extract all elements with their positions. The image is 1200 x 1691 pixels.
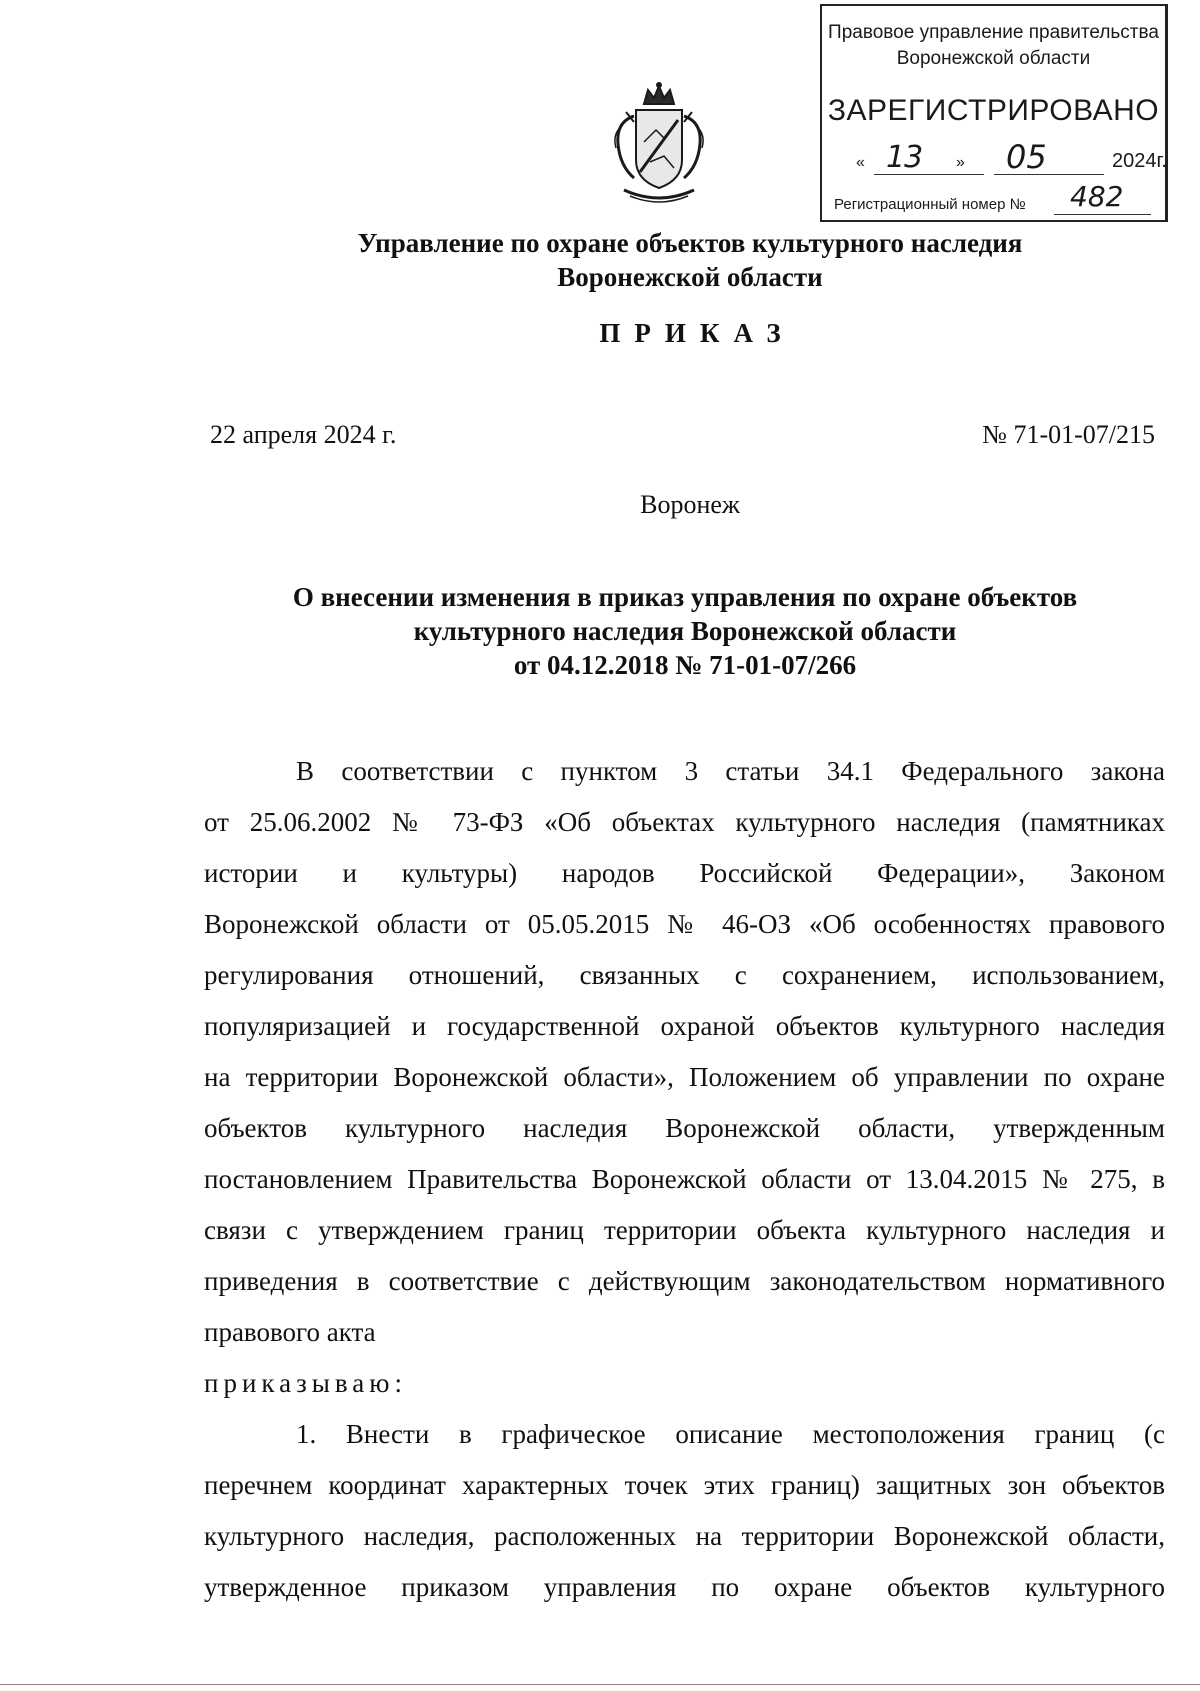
document-number: № 71-01-07/215	[982, 420, 1155, 449]
subject-line3: от 04.12.2018 № 71-01-07/266	[513, 650, 857, 680]
stamp-year: 2024г.	[1112, 150, 1167, 172]
stamp-quote-open: «	[856, 154, 865, 171]
document-date: 22 апреля 2024 г.	[210, 420, 397, 449]
stamp-org-line1: Правовое управление правительства	[828, 22, 1159, 43]
body-line: объектов культурного наследия Воронежской области, утвержденным	[204, 1113, 1165, 1143]
stamp-quote-close: »	[956, 154, 965, 171]
body-line: популяризацией и государственной охраной объектов культурного наследия	[204, 1011, 1165, 1041]
document-subject	[210, 580, 1160, 682]
document-type: ПРИКАЗ	[599, 318, 795, 348]
item1-line: культурного наследия, расположенных на территории Воронежской области,	[204, 1521, 1165, 1551]
subject-line2: культурного наследия Воронежской области	[413, 616, 957, 646]
stamp-month: 05	[1006, 138, 1047, 176]
body-line: на территории Воронежской области», Положением об управлении по охране	[204, 1062, 1165, 1092]
item1-line: 1. Внести в графическое описание местоположения границ (с	[296, 1419, 1165, 1449]
stamp-reg-number: 482	[1070, 180, 1124, 213]
registration-stamp	[820, 4, 1168, 222]
stamp-org-line2: Воронежской области	[896, 48, 1091, 69]
body-line: правового акта	[204, 1317, 376, 1347]
order-word: приказываю:	[204, 1368, 407, 1398]
stamp-day-line	[874, 174, 984, 175]
document-body	[204, 746, 1165, 1613]
stamp-registration	[834, 182, 1157, 216]
agency-name-line1: Управление по охране объектов культурного наследия	[357, 228, 1023, 258]
stamp-month-line	[994, 174, 1104, 175]
body-line: В соответствии с пунктом 3 статьи 34.1 Федерального закона	[296, 756, 1165, 786]
body-line: приведения в соответствие с действующим законодательством нормативного	[204, 1266, 1165, 1296]
body-line: регулирования отношений, связанных с сохранением, использованием,	[204, 960, 1165, 990]
item1-line: перечнем координат характерных точек этих границ) защитных зон объектов	[204, 1470, 1165, 1500]
agency-name	[150, 226, 1200, 294]
item1-line: утвержденное приказом управления по охране объектов культурного	[204, 1572, 1165, 1602]
stamp-day: 13	[886, 140, 923, 175]
stamp-date	[856, 138, 1167, 180]
body-line: связи с утверждением границ территории объекта культурного наследия и	[204, 1215, 1165, 1245]
document-city: Воронеж	[640, 490, 740, 519]
coat-of-arms-emblem	[604, 82, 714, 208]
scan-edge-line	[0, 1684, 1200, 1685]
stamp-reg-label: Регистрационный номер №	[834, 196, 1026, 213]
agency-name-line2: Воронежской области	[557, 262, 823, 292]
subject-line1: О внесении изменения в приказ управления по охране объектов	[292, 582, 1078, 612]
body-line: от 25.06.2002 № 73-ФЗ «Об объектах культурного наследия (памятниках	[204, 807, 1165, 837]
body-line: Воронежской области от 05.05.2015 № 46-ОЗ «Об особенностях правового	[204, 909, 1165, 939]
stamp-status: ЗАРЕГИСТРИРОВАНО	[827, 94, 1160, 127]
body-line: постановлением Правительства Воронежской области от 13.04.2015 № 275, в	[204, 1164, 1165, 1194]
body-line: истории и культуры) народов Российской Федерации», Законом	[204, 858, 1165, 888]
stamp-reg-line	[1054, 214, 1151, 215]
stamp-organization	[822, 20, 1165, 72]
